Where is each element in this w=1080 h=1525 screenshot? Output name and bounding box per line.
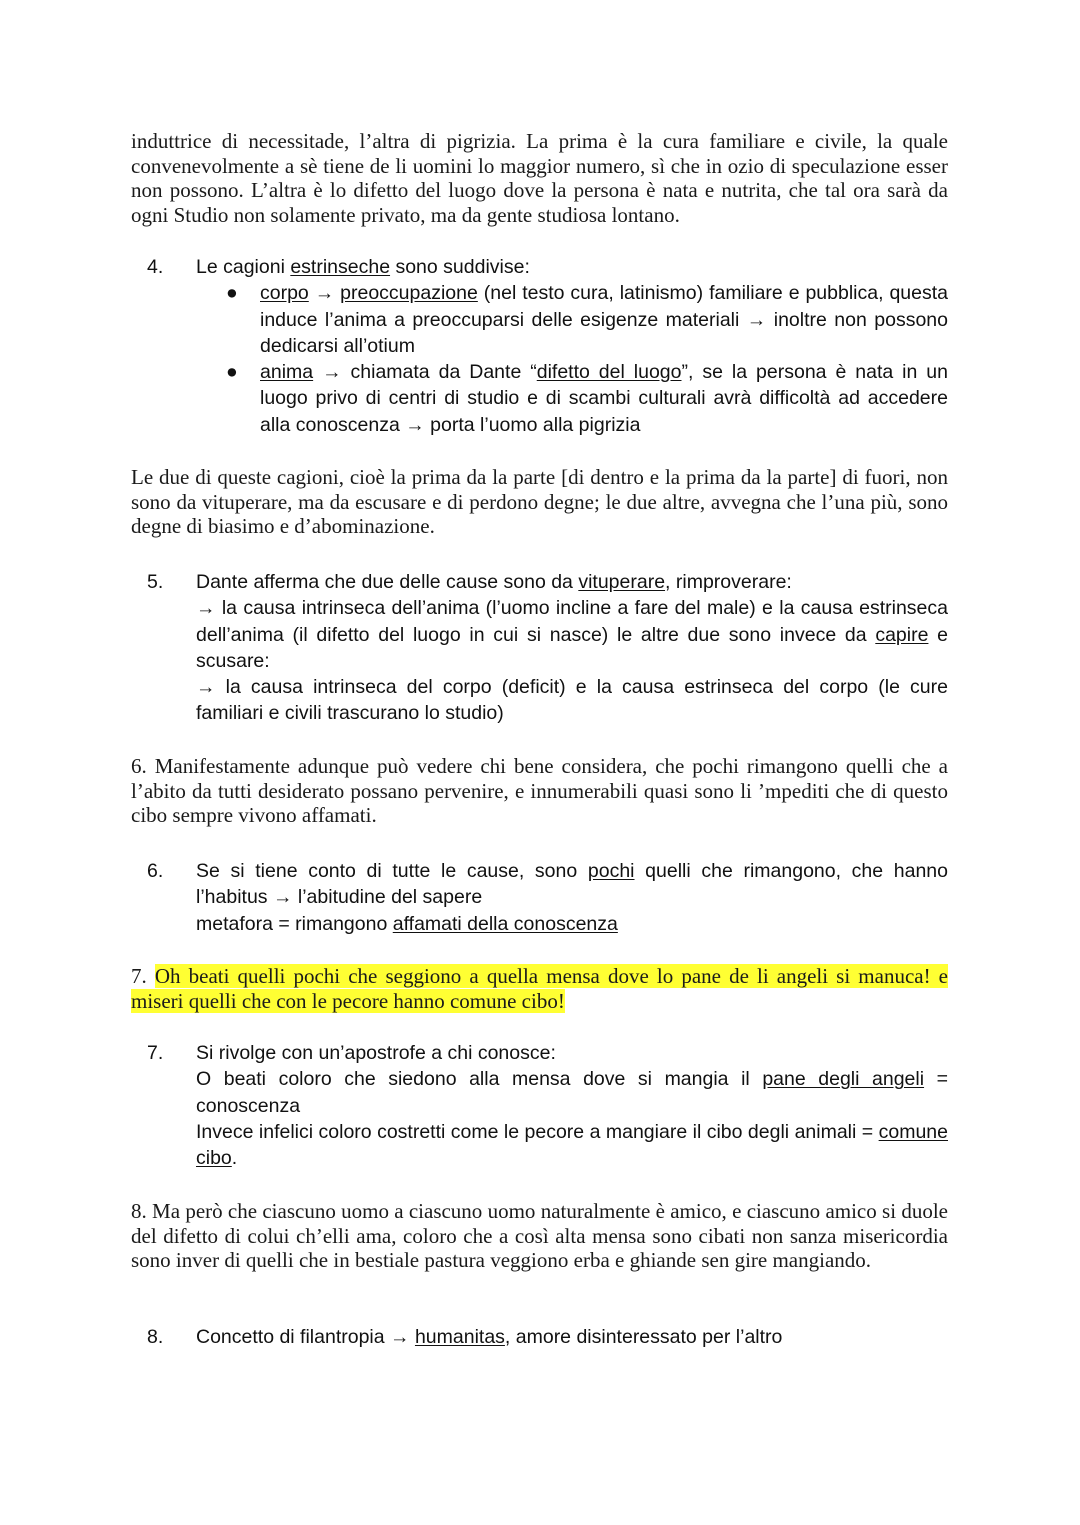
note-number: 8. bbox=[147, 1326, 164, 1348]
original-text-paragraph-due-cagioni: Le due di queste cagioni, cioè la prima da la parte [di dentro e la prima da la parte] di fuori, non sono da vituperare, ma da escusare e di perdono degne; le due altre, avvegna che l’una più, sono degne di biasimo e d’abominazione. bbox=[131, 465, 948, 539]
note-number: 5. bbox=[147, 571, 164, 593]
note-8: 8. Concetto di filantropia → humanitas, amore disinteressato per l’altro bbox=[131, 1324, 948, 1350]
original-text-paragraph-7: 7. Oh beati quelli pochi che seggiono a quella mensa dove lo pane de li angeli si manuca! e miseri quelli che con le pecore hanno comune cibo! bbox=[131, 964, 949, 1013]
note-number: 4. bbox=[147, 256, 164, 278]
bullet-icon: ● bbox=[226, 361, 238, 384]
original-text-paragraph-intro: induttrice di necessitade, l’altra di pigrizia. La prima è la cura familiare e civile, la quale convenevolmente a sè tiene de li uomini lo maggior numero, sì che in ozio di speculazione esser non possono. L’altra è lo difetto del luogo dove la persona è nata e nutrita, che tal ora sarà da ogni Studio non solamente privato, ma da gente studiosa lontano. bbox=[131, 129, 948, 227]
bullet-item-anima: ● anima → chiamata da Dante “difetto del luogo”, se la persona è nata in un luogo privo di centri di studio e di scambi culturali avrà difficoltà ad accedere alla conoscenza → porta l’uomo alla pigrizia bbox=[226, 361, 948, 436]
note-4 bbox=[131, 254, 948, 438]
bullet-icon: ● bbox=[226, 282, 238, 305]
original-text-paragraph-6: 6. Manifestamente adunque può vedere chi bene considera, che pochi rimangono quelli che a l’abito da tutti desiderato possano pervenire, e innumerabili quasi sono li ’mpediti che di questo cibo sempre vivono affamati. bbox=[131, 754, 948, 828]
note-number: 7. bbox=[147, 1042, 164, 1064]
note-7: 7. Si rivolge con un’apostrofe a chi conosce: O beati coloro che siedono alla mensa dove si mangia il pane degli angeli = conoscenza Invece infelici coloro costretti come le pecore a mangiare il cibo degli animali = comune cibo. bbox=[147, 1042, 949, 1170]
original-text-paragraph-8: 8. Ma però che ciascuno uomo a ciascuno uomo naturalmente è amico, e ciascuno amico si duole del difetto di colui ch’elli ama, coloro che a così alta mensa sono cibati non sanza misericordia sono inver di quelli che in bestiale pastura veggiono erba e ghiande sen gire mangiando. bbox=[131, 1199, 948, 1273]
note-4-lead: Le cagioni estrinseche sono suddivise: bbox=[196, 256, 530, 278]
note-6: 6. Se si tiene conto di tutte le cause, sono pochi quelli che rimangono, che hanno l’habitus → l’abitudine del sapere metafora = rimangono affamati della conoscenza bbox=[147, 860, 948, 935]
note-4-bullet-list bbox=[226, 280, 949, 438]
bullet-item-corpo: ● corpo → preoccupazione (nel testo cura, latinismo) familiare e pubblica, questa induce l’anima a preoccuparsi delle esigenze materiali → inoltre non possono dedicarsi all’otium bbox=[226, 282, 949, 357]
highlighted-quote: Oh beati quelli pochi che seggiono a quella mensa dove lo pane de li angeli si manuca! e miseri quelli che con le pecore hanno comune cibo! bbox=[131, 964, 949, 1013]
note-5: 5. Dante afferma che due delle cause sono da vituperare, rimproverare: → la causa intrinseca dell’anima (l’uomo incline a fare del male) e la causa estrinseca dell’anima (il difetto del luogo in cui si nasce) le altre due sono invece da capire e scusare: → la causa intrinseca del corpo (deficit) e la causa estrinseca del corpo (le cure familiari e civili trascurano lo studio) bbox=[147, 571, 949, 725]
note-number: 6. bbox=[147, 860, 164, 882]
